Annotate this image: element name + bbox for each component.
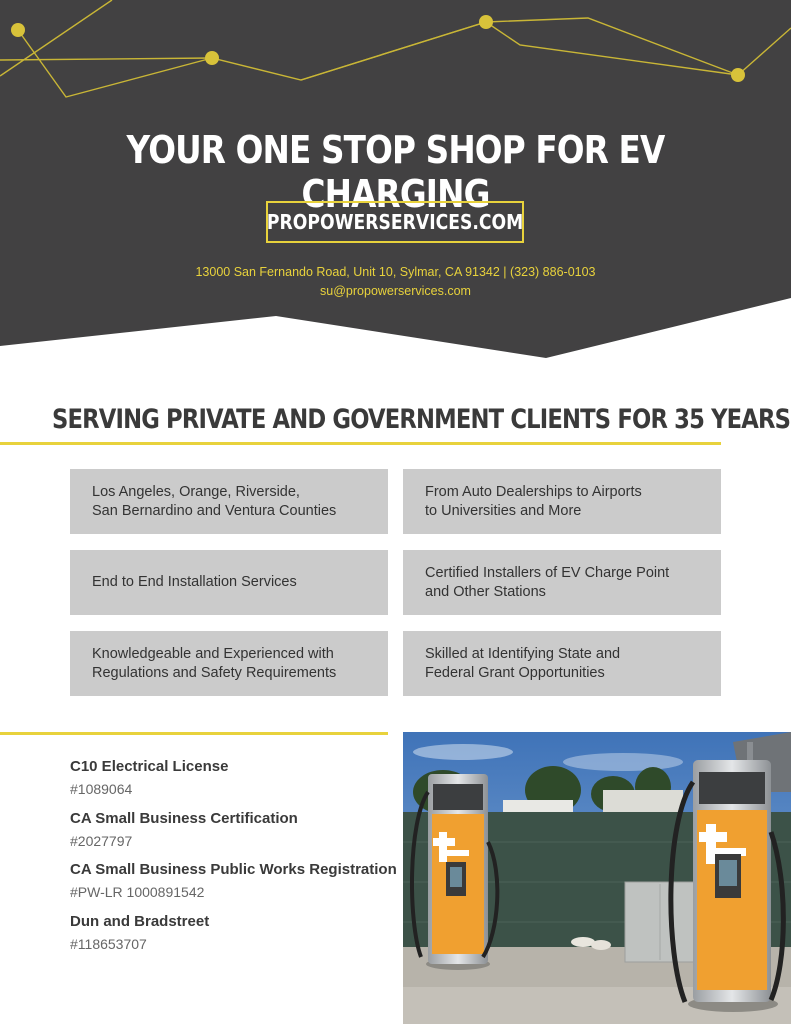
main-headline: YOUR ONE STOP SHOP FOR EV CHARGING — [126, 128, 665, 216]
feature-box-clients: From Auto Dealerships to Airports to Universities and More — [403, 469, 721, 534]
feature-box-grants: Skilled at Identifying State and Federal Grant Opportunities — [403, 631, 721, 696]
credential-number: #118653707 — [70, 936, 147, 952]
credential-number: #PW-LR 1000891542 — [70, 884, 205, 900]
credential-number: #1089064 — [70, 781, 133, 797]
credentials-divider — [0, 732, 388, 735]
credential-number: #2027797 — [70, 833, 133, 849]
ev-charger-photo — [403, 732, 791, 1024]
credential-name: CA Small Business Certification — [70, 810, 298, 827]
feature-box-certified: Certified Installers of EV Charge Point and Other Stations — [403, 550, 721, 615]
credential-name: C10 Electrical License — [70, 758, 229, 775]
feature-box-installation: End to End Installation Services — [70, 550, 388, 615]
email-link[interactable]: su@propowerservices.com — [320, 284, 471, 298]
section-title-underline — [0, 442, 721, 445]
website-link-box[interactable] — [266, 201, 524, 243]
feature-box-counties: Los Angeles, Orange, Riverside, San Bernardino and Ventura Counties — [70, 469, 388, 534]
website-link[interactable]: PROPOWERSERVICES.COM — [266, 210, 524, 234]
section-title: SERVING PRIVATE AND GOVERNMENT CLIENTS FOR 35 YEARS — [52, 404, 791, 435]
feature-box-regulations: Knowledgeable and Experienced with Regulations and Safety Requirements — [70, 631, 388, 696]
credential-name: Dun and Bradstreet — [70, 913, 210, 930]
credential-name: CA Small Business Public Works Registration — [70, 861, 397, 878]
address-phone: 13000 San Fernando Road, Unit 10, Sylmar, CA 91342 | (323) 886-0103 — [195, 265, 596, 279]
